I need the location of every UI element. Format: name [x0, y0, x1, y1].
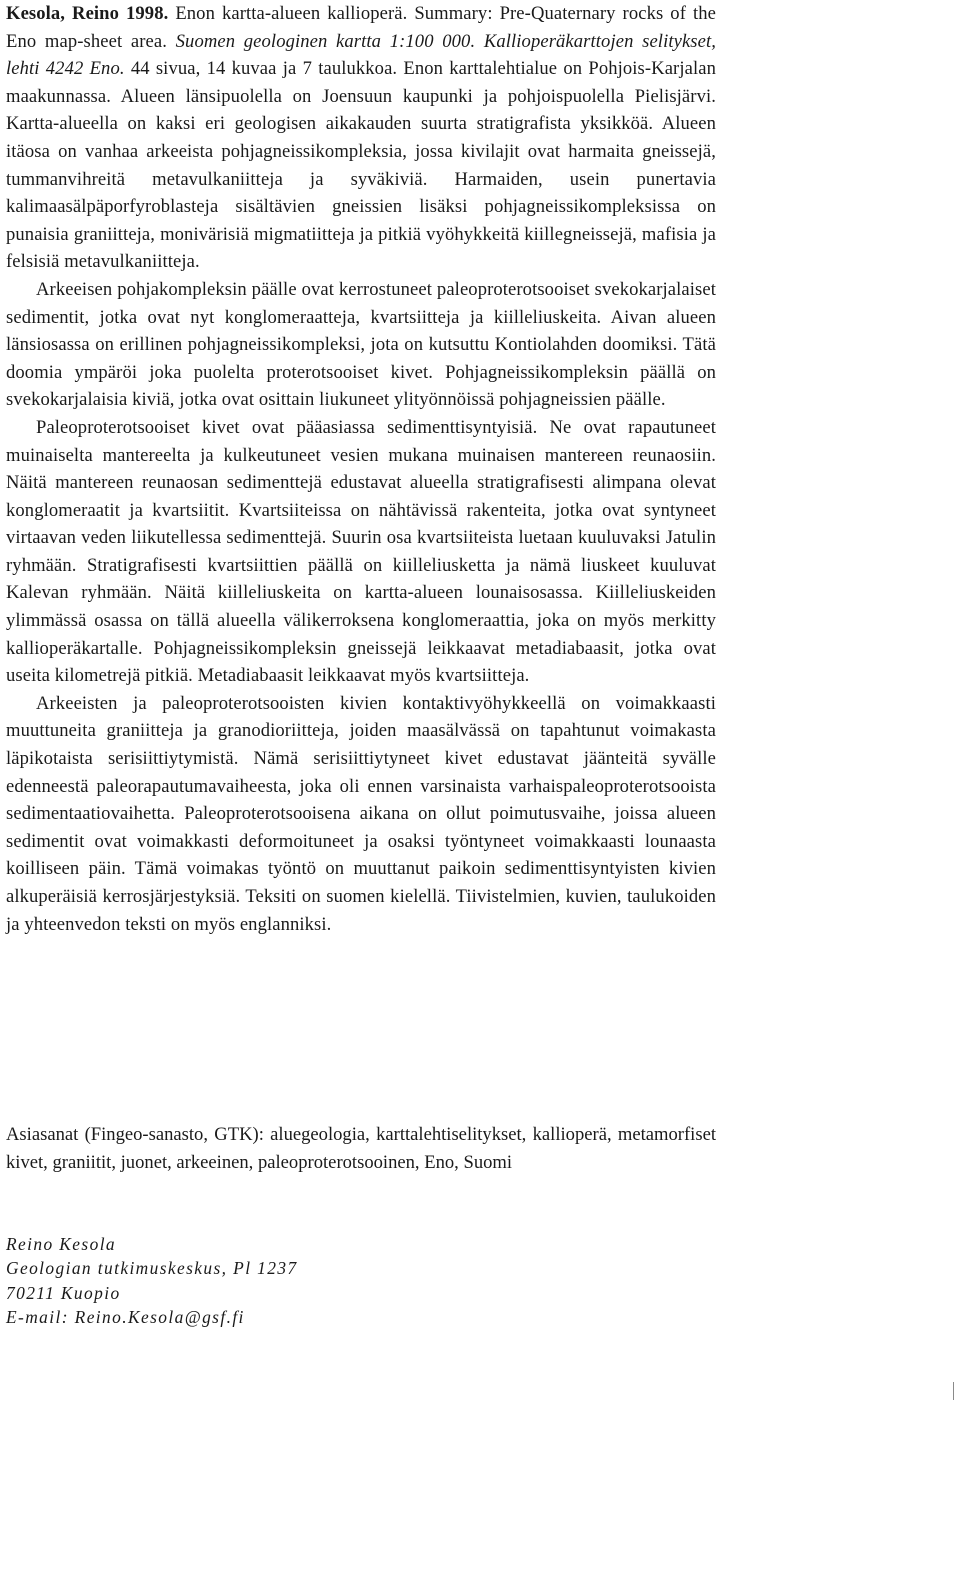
citation-author-year: Kesola, Reino 1998.	[6, 3, 169, 24]
author-name: Reino Kesola	[6, 1234, 117, 1254]
citation-extent: 44 sivua, 14 kuvaa ja 7 taulukkoa.	[130, 58, 398, 80]
citation-title: Enon kartta-alueen kallioperä. Summary: Pre-Quaternary rocks of the Eno map-sheet area.	[6, 3, 716, 52]
scan-edge-mark	[953, 1382, 954, 1400]
keywords-paragraph: Asiasanat (Fingeo-sanasto, GTK): aluegeologia, karttalehtiselitykset, kallioperä, metamorfiset kivet, graniitit, juonet, arkeeinen, paleoproterotsooinen, Eno, Suomi	[6, 1124, 716, 1173]
author-email: E-mail: Reino.Kesola@gsf.fi	[6, 1307, 245, 1328]
abstract-page	[6, 0, 716, 938]
author-institution: Geologian tutkimuskeskus, Pl 1237	[6, 1258, 298, 1279]
author-address	[6, 1232, 506, 1330]
abstract-block	[6, 0, 716, 938]
abstract-paragraph-3: Paleoproterotsooiset kivet ovat pääasiassa sedimenttisyntyisiä. Ne ovat rapautuneet muinaiselta mantereelta ja kulkeutuneet vesien mukana muinaisen mantereen reunaosiin. Näitä mantereen reunaosan sedimenttejä edustavat alueella stratigrafisesti alimpana olevat konglomeraatit ja kvartsiitit. Kvartsiiteissa on nähtävissä rakenteita, jotka ovat syntyneet virtaavan veden liikutellessa sedimenttejä. Suurin osa kvartsiiteista luetaan kuuluvaksi Jatulin ryhmään. Stratigrafisesti kvartsiittien päällä on kiilleliusketta ja nämä liuskeet kuuluvat Kalevan ryhmään. Näitä kiilleliuskeita on kartta-alueen lounaisosassa. Kiilleliuskeiden ylimmässä osassa on tällä alueella välikerroksena konglomeraattia, joka on myös merkitty kallioperäkartalle. Pohjagneissikompleksin gneissejä leikkaavat metadiabaasit, jotka ovat useita kilometrejä pitkiä. Metadiabaasit leikkaavat myös kvartsiitteja.	[6, 416, 716, 687]
abstract-text-1: Enon karttalehtialue on Pohjois-Karjalan maakunnassa. Alueen länsipuolella on Joensuun kaupunki ja pohjoispuolella Pielisjärvi. Kartta-alueella on kaksi eri geologisen aikakauden suurta stratigrafista yksikköä. Alueen itäosa on vanhaa arkeeista pohjagneissikompleksia, jossa kivilajit ovat harmaita gneissejä, tummanvihreitä metavulkaniitteja ja syväkiviä. Harmaiden, usein punertavia kalimaasälpäporfyroblasteja sisältävien gneissien lisäksi pohjagneissikompleksissa on punaisia graniitteja, monivärisiä migmatiitteja ja pitkiä vyöhykkeitä kiillegneissejä, mafisia ja felsisiä metavulkaniitteja.	[6, 58, 716, 273]
author-postal-address: 70211 Kuopio	[6, 1282, 121, 1303]
abstract-paragraph-4: Arkeeisten ja paleoproterotsooisten kivien kontaktivyöhykkeellä on voimakkaasti muuttuneita graniitteja ja granodioriitteja, joiden maasälvässä on tapahtunut voimakasta läpikotaista serisiittiytymistä. Nämä serisiittiytyneet kivet edustavat jäänteitä syvälle edenneestä paleorapautumavaiheesta, joka oli ennen varsinaista varhaispaleoproterotsooista sedimentaatiovaihetta. Paleoproterotsooisena aikana on ollut poimutusvaihe, joissa alueen sedimentit ovat voimakkasti deformoituneet ja osaksi työntyneet voimakkaasti lounaasta koilliseen päin. Tämä voimakas työntö on muuttanut paikoin sedimenttisyntyisten kivien alkuperäisiä kerrosjärjestyksiä. Teksiti on suomen kielellä. Tiivistelmien, kuvien, taulukoiden ja yhteenvedon teksti on myös englanniksi.	[6, 692, 716, 935]
citation-series: Suomen geologinen kartta 1:100 000. Kallioperäkarttojen selitykset, lehti 4242 Eno.	[6, 30, 717, 80]
abstract-paragraph-1	[6, 0, 716, 276]
abstract-paragraph-2: Arkeeisen pohjakompleksin päälle ovat kerrostuneet paleoproterotsooiset svekokarjalaiset sedimentit, jotka ovat nyt konglomeraatteja, kvartsiitteja ja kiilleliuskeita. Aivan alueen länsiosassa on erillinen pohjagneissikompleksi, jota on kutsuttu Kontiolahden doomiksi. Tätä doomia ympäröi joka puolelta proterotsooiset kivet. Pohjagneissikompleksin päällä on svekokarjalaisia kiviä, jotka ovat osittain liukuneet ylityönnöissä pohjagneissien päälle.	[6, 278, 716, 411]
